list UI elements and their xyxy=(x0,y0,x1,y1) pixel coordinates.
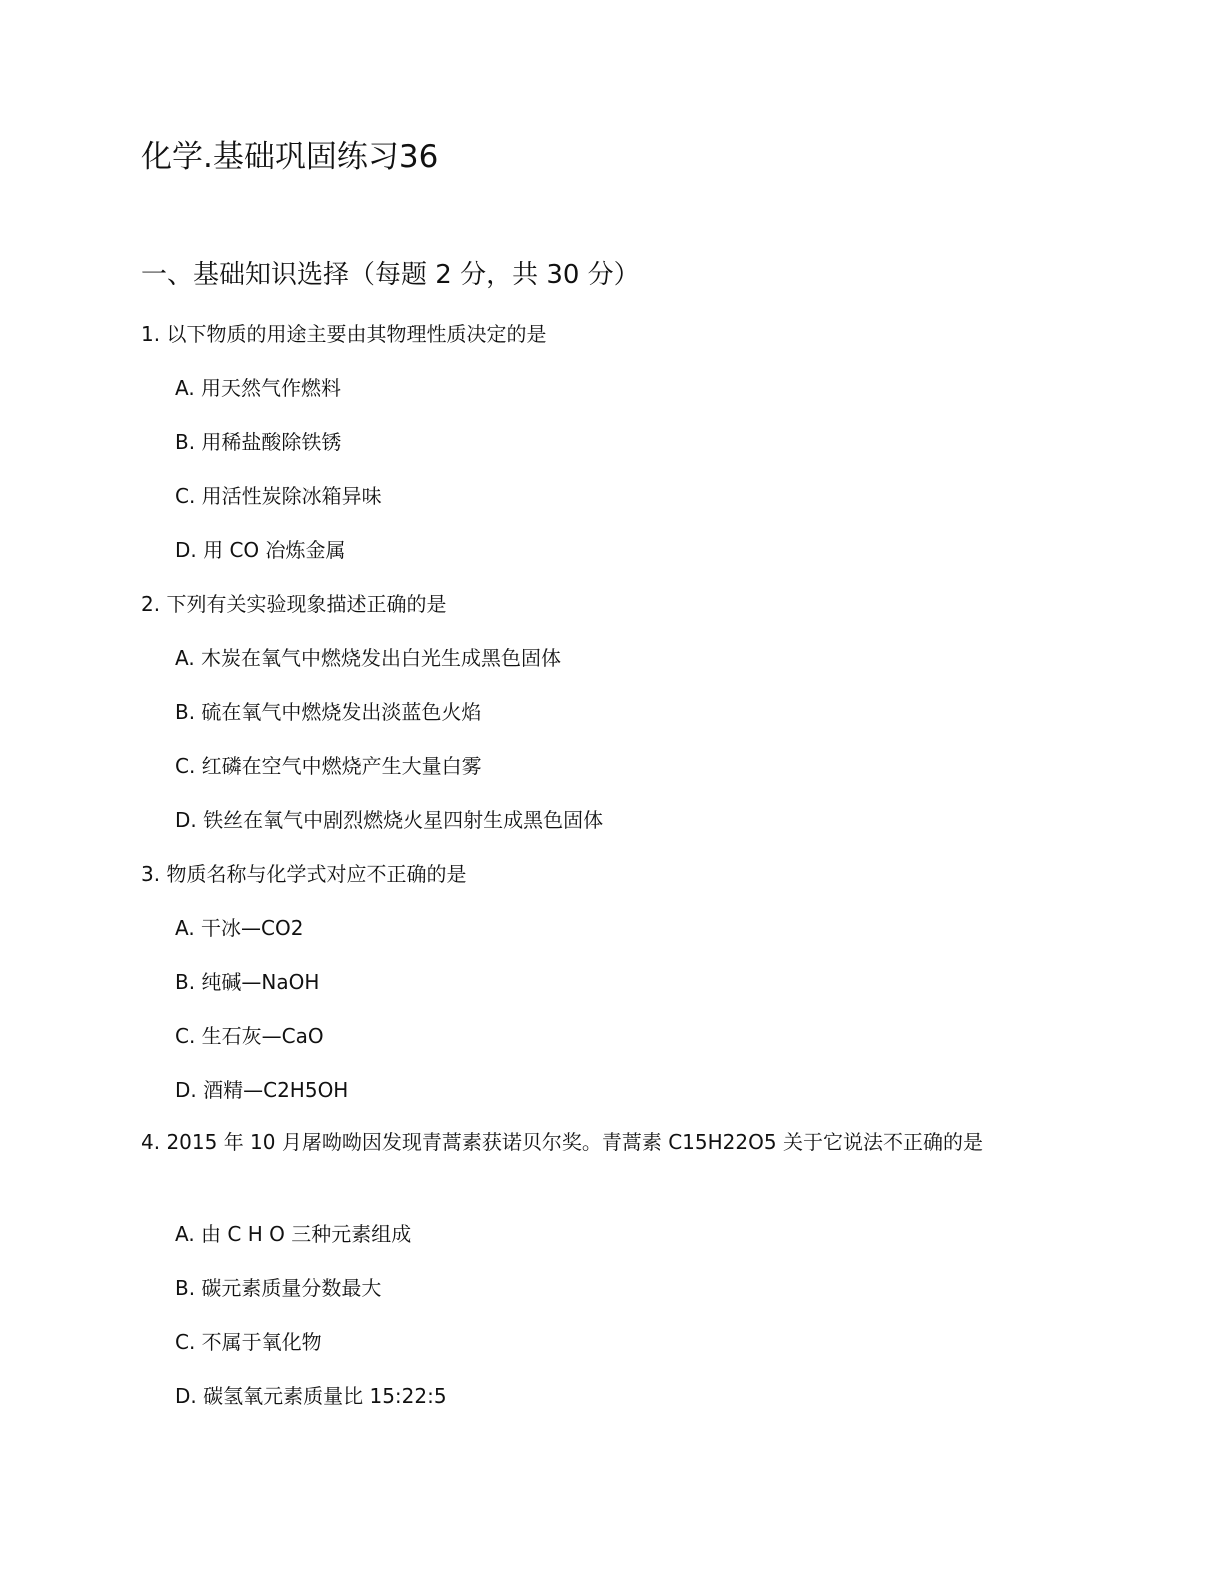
question-4-option-c: C. 不属于氧化物 xyxy=(175,1330,322,1354)
question-4-option-a: A. 由 C H O 三种元素组成 xyxy=(175,1222,412,1246)
question-3-option-c: C. 生石灰—CaO xyxy=(175,1024,324,1048)
question-2-option-c: C. 红磷在空气中燃烧产生大量白雾 xyxy=(175,754,482,778)
question-3-option-a: A. 干冰—CO2 xyxy=(175,916,304,940)
question-4-option-d: D. 碳氢氧元素质量比 15:22:5 xyxy=(175,1384,447,1408)
question-3-option-d: D. 酒精—C2H5OH xyxy=(175,1078,349,1102)
page-title: 化学.基础巩固练习36 xyxy=(141,139,439,175)
question-2-stem: 2. 下列有关实验现象描述正确的是 xyxy=(141,592,447,616)
question-2-option-a: A. 木炭在氧气中燃烧发出白光生成黑色固体 xyxy=(175,646,562,670)
question-3-stem: 3. 物质名称与化学式对应不正确的是 xyxy=(141,862,467,886)
question-1-option-b: B. 用稀盐酸除铁锈 xyxy=(175,430,342,454)
question-4-option-b: B. 碳元素质量分数最大 xyxy=(175,1276,382,1300)
question-1-option-d: D. 用 CO 冶炼金属 xyxy=(175,538,346,562)
question-2-option-b: B. 硫在氧气中燃烧发出淡蓝色火焰 xyxy=(175,700,482,724)
question-1-option-a: A. 用天然气作燃料 xyxy=(175,376,342,400)
question-4-stem: 4. 2015 年 10 月屠呦呦因发现青蒿素获诺贝尔奖。青蒿素 C15H22O5 关于它说法不正确的是 xyxy=(141,1130,983,1154)
question-1-stem: 1. 以下物质的用途主要由其物理性质决定的是 xyxy=(141,322,547,346)
question-1-option-c: C. 用活性炭除冰箱异味 xyxy=(175,484,382,508)
question-3-option-b: B. 纯碱—NaOH xyxy=(175,970,320,994)
section-heading: 一、基础知识选择（每题 2 分，共 30 分） xyxy=(141,260,640,290)
question-2-option-d: D. 铁丝在氧气中剧烈燃烧火星四射生成黑色固体 xyxy=(175,808,604,832)
